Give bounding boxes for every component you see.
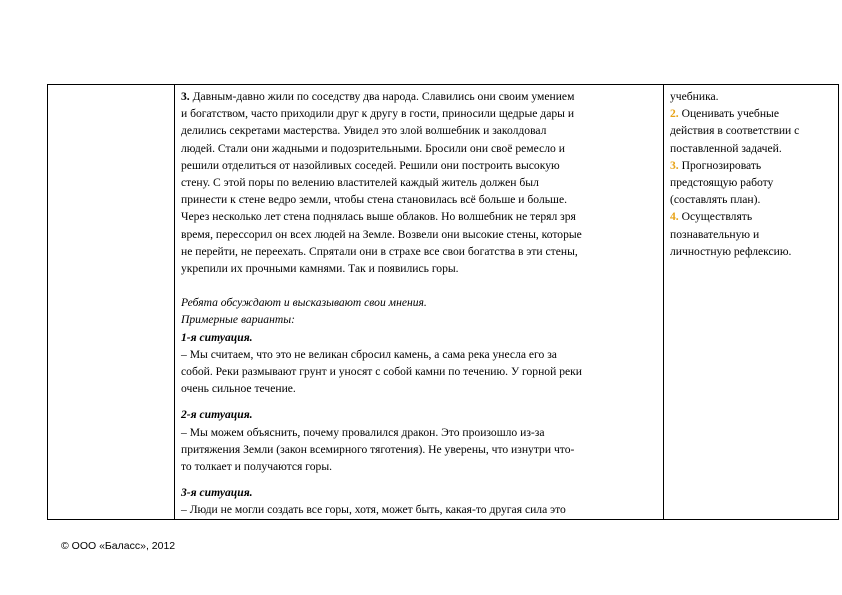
side-item-line: действия в соответствии с — [670, 124, 800, 138]
side-item-line: поставленной задачей. — [670, 141, 782, 155]
side-item-line: познавательную и — [670, 227, 760, 241]
situation-2-line: притяжения Земли (закон всемирного тяготения). Не уверены, что изнутри что- — [181, 442, 575, 456]
story-line: стену. С этой поры по велению властителей каждый житель должен был — [181, 176, 539, 190]
side-item-line: личностную рефлексию. — [670, 244, 792, 258]
copyright-footer: © ООО «Баласс», 2012 — [61, 540, 176, 552]
story-line: решили отделиться от назойливых соседей. Решили они построить высокую — [181, 158, 560, 172]
situation-2-line: – Мы можем объяснить, почему провалился дракон. Это произошло из-за — [181, 425, 545, 439]
side-item-line: (составлять план). — [670, 193, 761, 207]
situation-1-line: – Мы считаем, что это не великан сбросил камень, а сама река унесла его за — [181, 347, 557, 361]
side-item-3: 3. Прогнозировать — [670, 158, 762, 172]
variants-heading: Примерные варианты: — [181, 313, 295, 327]
side-item-line: предстоящую работу — [670, 176, 774, 190]
story-line-1: 3. Давным-давно жили по соседству два народа. Славились они своим умением — [181, 90, 575, 103]
lesson-table — [47, 84, 839, 520]
situation-1-line: собой. Реки размывают грунт и уносят с собой камни по течению. У горной реки — [181, 365, 582, 379]
story-line: время, перессорил он всех людей на Земле. Возвели они высокие стены, которые — [181, 227, 582, 241]
learning-actions-cell — [670, 88, 836, 260]
story-line: делились секретами мастерства. Увидел это злой волшебник и заколдовал — [181, 124, 547, 138]
side-item-2-number: 2. — [670, 107, 679, 121]
story-line: укрепили их прочными камнями. Так и появились горы. — [181, 262, 459, 276]
side-first-line: учебника. — [670, 90, 719, 103]
story-line: не перейти, не переехать. Спрятали они в страхе все свои богатства в эти стены, — [181, 244, 578, 258]
situation-2-line: то толкает и получаются горы. — [181, 460, 333, 474]
story-number: 3. — [181, 90, 190, 103]
side-item-3-number: 3. — [670, 158, 679, 172]
story-line: и богатством, часто приходили друг к другу в гости, приносили щедрые дары и — [181, 107, 575, 121]
column-divider-2 — [663, 85, 664, 519]
story-line: людей. Стали они жадными и подозрительными. Бросили они своё ремесло и — [181, 141, 565, 155]
side-item-4: 4. Осуществлять — [670, 210, 753, 224]
situation-1-title: 1-я ситуация. — [181, 330, 253, 344]
discussion-intro: Ребята обсуждают и высказывают свои мнения. — [181, 296, 427, 310]
situation-1-line: очень сильное течение. — [181, 382, 296, 396]
side-item-2: 2. Оценивать учебные — [670, 107, 779, 121]
story-line: принести к стене ведро земли, чтобы стена становилась всё больше и больше. — [181, 193, 567, 207]
lesson-content-cell — [181, 88, 659, 519]
column-divider-1 — [174, 85, 175, 519]
story-line: Через несколько лет стена поднялась выше облаков. Но волшебник не терял зря — [181, 210, 576, 224]
situation-3-title: 3-я ситуация. — [181, 486, 253, 500]
side-item-4-number: 4. — [670, 210, 679, 224]
situation-3-line: – Люди не могли создать все горы, хотя, может быть, какая-то другая сила это — [181, 503, 566, 517]
situation-2-title: 2-я ситуация. — [181, 408, 253, 422]
